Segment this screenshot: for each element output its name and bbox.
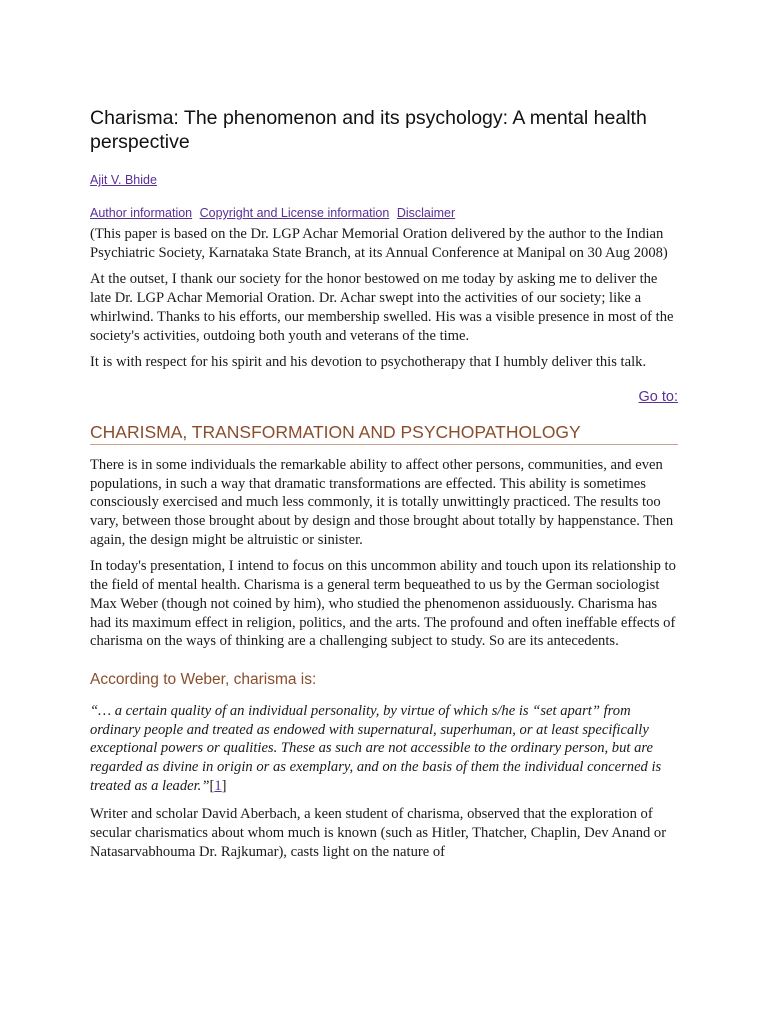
subsection-heading: According to Weber, charisma is:	[90, 670, 317, 688]
article-info-links	[90, 205, 678, 221]
goto-row	[90, 388, 678, 406]
reference-bracket: [1]	[209, 777, 227, 794]
reference-link[interactable]: 1	[214, 777, 222, 794]
article-title: Charisma: The phenomenon and its psychology: A mental health perspective	[90, 107, 647, 153]
author-information-link[interactable]: Author information	[90, 206, 193, 220]
oration-note: (This paper is based on the Dr. LGP Achar Memorial Oration delivered by the author to the Indian Psychiatric Society, Karnataka State Branch, at its Annual Conference at Manipal on 30 Aug 2008)	[90, 226, 668, 261]
author-link[interactable]: Ajit V. Bhide	[90, 173, 157, 187]
weber-quote	[90, 702, 678, 796]
copyright-license-link[interactable]: Copyright and License information	[199, 206, 390, 220]
disclaimer-link[interactable]: Disclaimer	[396, 206, 456, 220]
paragraph: It is with respect for his spirit and his devotion to psychotherapy that I humbly deliver this talk.	[90, 354, 647, 371]
goto-link[interactable]: Go to:	[638, 388, 678, 405]
paragraph: In today's presentation, I intend to focus on this uncommon ability and touch upon its relationship to the field of mental health. Charisma is a general term bequeathed to us by the German sociologist Max Weber (though not coined by him), who studied the phenomenon assiduously. Charisma has had its maximum effect in religion, politics, and the arts. The profound and often ineffable effects of charisma on the ways of thinking are a challenging subject to study. So are its antecedents.	[90, 558, 676, 650]
paragraph: Writer and scholar David Aberbach, a keen student of charisma, observed that the exploration of secular charismatics about whom much is known (such as Hitler, Thatcher, Chaplin, Dev Anand or Natasarvabhouma Dr. Rajkumar), casts light on the nature of	[90, 806, 667, 860]
section-heading: CHARISMA, TRANSFORMATION AND PSYCHOPATHOLOGY	[90, 421, 678, 445]
paragraph: At the outset, I thank our society for the honor bestowed on me today by asking me to deliver the late Dr. LGP Achar Memorial Oration. Dr. Achar swept into the activities of our society; like a whirlwind. Thanks to his efforts, our membership swelled. His was a visible presence in most of the society's activities, outdoing both youth and veterans of the time.	[90, 271, 674, 344]
paragraph: There is in some individuals the remarkable ability to affect other persons, communities, and even populations, in such a way that dramatic transformations are effected. This ability is sometimes consciously exercised and much less commonly, it is totally unwittingly practiced. The results too vary, between those brought about by design and those brought about totally by happenstance. Then again, the design might be altruistic or sinister.	[90, 456, 674, 548]
quote-text: “… a certain quality of an individual personality, by virtue of which s/he is “set apart” from ordinary people and treated as endowed with supernatural, superhuman, or at least specifically exceptional powers or qualities. These as such are not accessible to the ordinary person, but are regarded as divine in origin or as exemplary, and on the basis of them the individual concerned is treated as a leader.”	[90, 702, 662, 794]
author-line	[90, 172, 678, 188]
